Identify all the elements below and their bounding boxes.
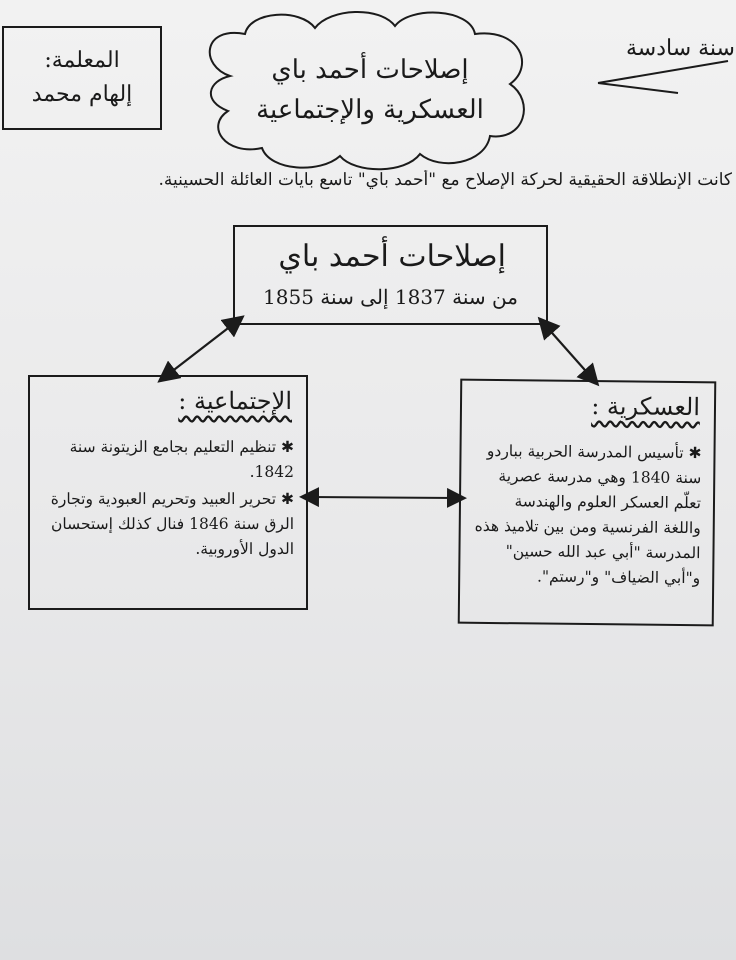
diagram-title-line2: العسكرية والإجتماعية [256,95,484,125]
teacher-label: المعلمة: [44,48,120,73]
arrow-center-to-social [166,322,236,376]
social-reform-item: ✱ تحرير العبيد وتحريم العبودية وتجارة الرق سنة 1846 فنال كذلك إستحسان الدول الأوروبية. [50,490,294,558]
intro-sentence: كانت الإنطلاقة الحقيقية لحركة الإصلاح مع "أحمد باي" تاسع بايات العائلة الحسينية. [158,170,732,190]
grade-label: سنة سادسة [625,36,735,61]
central-node-period: من سنة 1837 إلى سنة 1855 [263,285,518,309]
military-reforms-list [472,439,702,593]
military-reform-item: ✱ تأسيس المدرسة الحربية بباردو سنة 1840 وهي مدرسة عصرية تعلّم العسكر العلوم والهندسة واللغة الفرنسية ومن بين تلاميذ هذه المدرسة "أبي عبد الله حسين" و"أبي الضياف" و"رستم". [474,441,702,588]
teacher-box [2,26,162,130]
central-node-title: إصلاحات أحمد باي [278,239,506,274]
social-reforms-list [42,435,294,564]
arrow-center-to-military [545,325,592,378]
arrow-social-to-military [309,497,457,498]
teacher-name: إلهام محمد [31,82,133,107]
diagram-title-line1: إصلاحات أحمد باي [271,55,469,85]
social-reform-item: ✱ تنظيم التعليم بجامع الزيتونة سنة 1842. [69,438,294,481]
military-reforms-heading: العسكرية : [591,392,701,422]
social-reforms-node [28,375,308,610]
military-reforms-node [458,379,717,627]
social-reforms-heading: الإجتماعية : [178,387,292,415]
grade-arrow [588,55,736,100]
title-cloud-text [225,42,515,138]
central-node [233,225,548,325]
